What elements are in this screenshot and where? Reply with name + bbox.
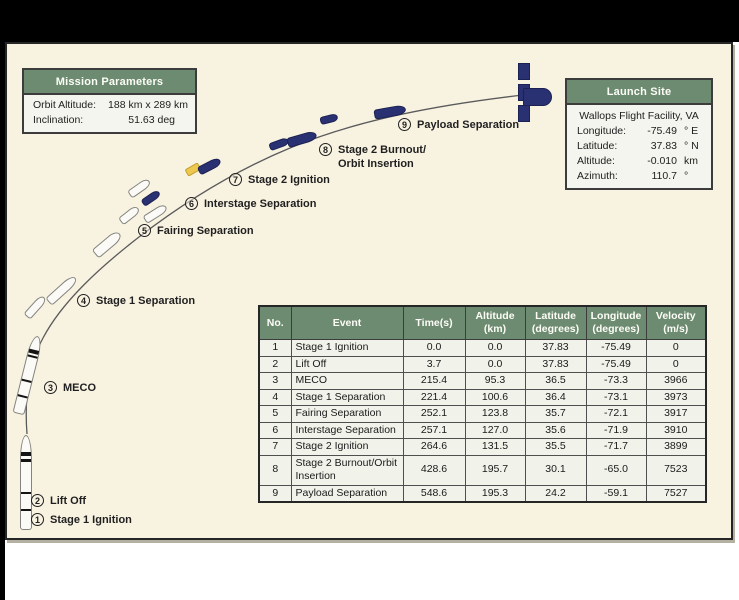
vehicle-stripe <box>21 452 31 456</box>
event-marker-4 <box>77 294 195 308</box>
header-latitude <box>525 306 586 340</box>
header-text: Velocity <box>655 310 696 322</box>
event-label: Stage 1 Separation <box>96 295 196 307</box>
table-row <box>259 373 706 390</box>
event-number-badge: 2 <box>31 494 44 507</box>
cell-time: 3.7 <box>403 356 465 373</box>
cell-velocity: 3899 <box>646 439 706 456</box>
cell-time: 0.0 <box>403 340 465 357</box>
cell-event: Stage 1 Ignition <box>291 340 403 357</box>
header-text: Event <box>332 316 362 329</box>
panel-title: Launch Site <box>567 80 711 105</box>
cell-latitude: 24.2 <box>525 485 586 502</box>
param-value: 110.7 <box>651 170 677 182</box>
table-row <box>259 422 706 439</box>
header-no <box>259 306 291 340</box>
table-row <box>259 439 706 456</box>
cell-latitude: 36.5 <box>525 373 586 390</box>
event-number-badge: 7 <box>229 173 242 186</box>
cell-event: Stage 2 Burnout/Orbit Insertion <box>291 455 403 485</box>
param-unit: ° N <box>684 140 699 152</box>
cell-no: 5 <box>259 406 291 423</box>
panel-title: Mission Parameters <box>24 70 195 95</box>
header-event <box>291 306 403 340</box>
header-text: Latitude <box>535 310 576 322</box>
events-table <box>258 305 707 503</box>
cell-event: Interstage Separation <box>291 422 403 439</box>
event-label: Stage 1 Ignition <box>50 514 132 526</box>
cell-longitude: -71.7 <box>586 439 646 456</box>
cell-longitude: -73.1 <box>586 389 646 406</box>
event-label: Interstage Separation <box>204 198 317 210</box>
cell-altitude: 123.8 <box>465 406 525 423</box>
table-row <box>259 406 706 423</box>
cell-altitude: 195.7 <box>465 455 525 485</box>
mission-parameters-panel <box>22 68 197 134</box>
header-time <box>403 306 465 340</box>
cell-longitude: -71.9 <box>586 422 646 439</box>
cell-velocity: 3910 <box>646 422 706 439</box>
param-label: Longitude: <box>577 125 627 137</box>
cell-latitude: 35.5 <box>525 439 586 456</box>
param-row <box>571 154 707 169</box>
cell-time: 215.4 <box>403 373 465 390</box>
facility-name: Wallops Flight Facility, VA <box>579 110 699 122</box>
event-label <box>338 143 426 171</box>
cell-event: Stage 2 Ignition <box>291 439 403 456</box>
vehicle-stripe <box>28 354 38 358</box>
cell-time: 264.6 <box>403 439 465 456</box>
header-unit: (m/s) <box>663 323 689 335</box>
cell-altitude: 0.0 <box>465 340 525 357</box>
event-label: MECO <box>63 382 96 394</box>
event-number-badge: 4 <box>77 294 90 307</box>
cell-altitude: 195.3 <box>465 485 525 502</box>
table-row <box>259 356 706 373</box>
table-row <box>259 485 706 502</box>
satellite-solar-panel <box>518 63 530 80</box>
cell-altitude: 100.6 <box>465 389 525 406</box>
header-unit: (degrees) <box>531 323 580 335</box>
cell-event: Payload Separation <box>291 485 403 502</box>
cell-velocity: 3966 <box>646 373 706 390</box>
cell-time: 252.1 <box>403 406 465 423</box>
event-label: Payload Separation <box>417 119 520 131</box>
cell-no: 6 <box>259 422 291 439</box>
cell-altitude: 95.3 <box>465 373 525 390</box>
event-number-badge: 8 <box>319 143 332 156</box>
event-number-badge: 3 <box>44 381 57 394</box>
header-longitude <box>586 306 646 340</box>
satellite-body <box>523 88 552 106</box>
event-marker-6 <box>185 197 316 211</box>
cell-longitude: -72.1 <box>586 406 646 423</box>
vehicle-stripe <box>21 509 31 511</box>
launch-site-panel <box>565 78 713 190</box>
cell-longitude: -73.3 <box>586 373 646 390</box>
table-header-row <box>259 306 706 340</box>
cell-latitude: 37.83 <box>525 340 586 357</box>
header-text: Altitude <box>475 310 515 322</box>
param-value: -0.010 <box>647 155 677 167</box>
cell-latitude: 30.1 <box>525 455 586 485</box>
cell-event: Stage 1 Separation <box>291 389 403 406</box>
param-label: Azimuth: <box>577 170 618 182</box>
param-row <box>28 98 191 113</box>
cell-velocity: 7523 <box>646 455 706 485</box>
param-value: 51.63 deg <box>128 114 175 126</box>
trajectory-figure <box>5 42 733 540</box>
event-label: Fairing Separation <box>157 225 254 237</box>
event-marker-3 <box>44 381 96 395</box>
cell-no: 1 <box>259 340 291 357</box>
cell-velocity: 0 <box>646 356 706 373</box>
cell-latitude: 35.6 <box>525 422 586 439</box>
param-row <box>571 124 707 139</box>
cell-velocity: 3917 <box>646 406 706 423</box>
satellite-solar-panel <box>518 105 530 122</box>
event-marker-5 <box>138 224 254 238</box>
table-row <box>259 340 706 357</box>
cell-velocity: 3973 <box>646 389 706 406</box>
param-unit: ° E <box>684 125 699 137</box>
cell-latitude: 36.4 <box>525 389 586 406</box>
header-altitude <box>465 306 525 340</box>
event-label-line1: Stage 2 Burnout/ <box>338 144 427 156</box>
cell-latitude: 35.7 <box>525 406 586 423</box>
vehicle-stripe <box>21 492 31 494</box>
event-marker-2 <box>31 494 86 508</box>
event-number-badge: 6 <box>185 197 198 210</box>
param-label: Altitude: <box>577 155 615 167</box>
param-unit: km <box>684 155 698 167</box>
panel-body <box>567 105 711 188</box>
cell-no: 2 <box>259 356 291 373</box>
table-row <box>259 389 706 406</box>
table-row <box>259 455 706 485</box>
param-row <box>571 169 707 184</box>
event-label: Lift Off <box>50 495 87 507</box>
event-label: Stage 2 Ignition <box>248 174 330 186</box>
param-value: -75.49 <box>647 125 677 137</box>
cell-longitude: -75.49 <box>586 340 646 357</box>
cell-event: MECO <box>291 373 403 390</box>
header-unit: (km) <box>483 323 507 335</box>
cell-latitude: 37.83 <box>525 356 586 373</box>
cell-velocity: 0 <box>646 340 706 357</box>
event-label-line2: Orbit Insertion <box>338 158 414 170</box>
top-black-band <box>0 0 739 42</box>
param-value: 188 km x 289 km <box>108 99 188 111</box>
cell-time: 257.1 <box>403 422 465 439</box>
cell-longitude: -75.49 <box>586 356 646 373</box>
header-velocity <box>646 306 706 340</box>
param-unit: ° <box>684 170 689 182</box>
event-marker-8 <box>319 143 426 171</box>
cell-time: 548.6 <box>403 485 465 502</box>
event-number-badge: 5 <box>138 224 151 237</box>
param-label: Inclination: <box>33 114 84 126</box>
header-text: No. <box>266 316 284 329</box>
event-number-badge: 9 <box>398 118 411 131</box>
cell-altitude: 127.0 <box>465 422 525 439</box>
vehicle-stripe <box>18 394 28 398</box>
cell-time: 221.4 <box>403 389 465 406</box>
header-text: Time(s) <box>415 316 453 329</box>
event-number-badge: 1 <box>31 513 44 526</box>
header-unit: (degrees) <box>592 323 640 335</box>
param-label: Latitude: <box>577 140 618 152</box>
event-marker-1 <box>31 513 132 527</box>
vehicle-stripe <box>21 459 31 462</box>
cell-no: 3 <box>259 373 291 390</box>
cell-no: 4 <box>259 389 291 406</box>
cell-event: Fairing Separation <box>291 406 403 423</box>
cell-altitude: 0.0 <box>465 356 525 373</box>
cell-longitude: -65.0 <box>586 455 646 485</box>
cell-longitude: -59.1 <box>586 485 646 502</box>
param-value: 37.83 <box>650 140 677 152</box>
param-row <box>571 139 707 154</box>
event-marker-9 <box>398 118 519 132</box>
header-text: Longitude <box>590 310 642 322</box>
cell-no: 9 <box>259 485 291 502</box>
cell-time: 428.6 <box>403 455 465 485</box>
cell-velocity: 7527 <box>646 485 706 502</box>
vehicle-stripe <box>21 379 31 383</box>
panel-body <box>24 95 195 132</box>
cell-altitude: 131.5 <box>465 439 525 456</box>
param-label: Orbit Altitude: <box>33 99 97 111</box>
event-marker-7 <box>229 173 330 187</box>
cell-no: 7 <box>259 439 291 456</box>
param-row <box>28 113 191 128</box>
cell-event: Lift Off <box>291 356 403 373</box>
cell-no: 8 <box>259 455 291 485</box>
